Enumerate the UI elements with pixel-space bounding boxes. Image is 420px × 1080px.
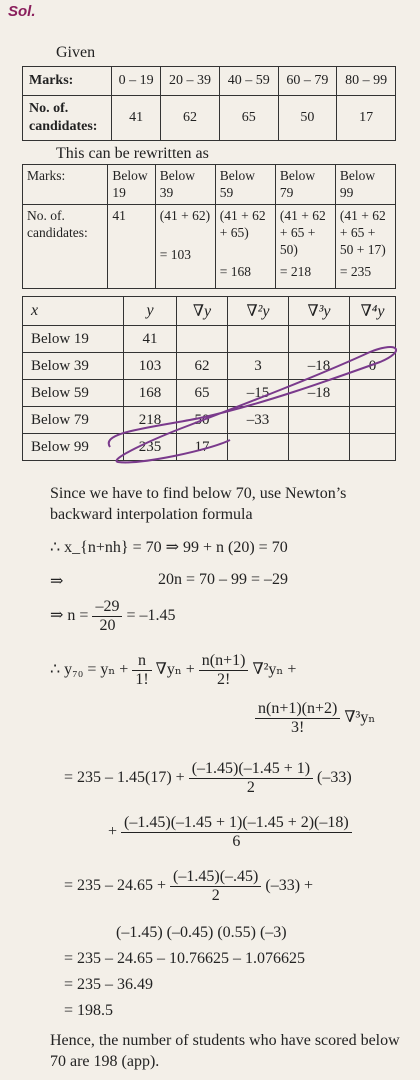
equation-line xyxy=(64,868,313,905)
cell-sum: (41 + 62 + 65) xyxy=(219,208,266,240)
table-cell: 235 xyxy=(124,434,177,461)
table-cell: Below 79 xyxy=(275,165,335,205)
fraction-numerator: (–1.45)(–1.45 + 1) xyxy=(189,760,313,779)
equation-line xyxy=(108,814,352,851)
table-cell: 60 – 79 xyxy=(278,67,337,96)
fraction-numerator: (–1.45)(–1.45 + 1)(–1.45 + 2)(–18) xyxy=(121,814,352,833)
fraction-denominator: 2 xyxy=(246,779,255,796)
table-cell: 41 xyxy=(112,96,161,141)
table-row-header: Marks: xyxy=(23,165,108,205)
table-cell: Below 39 xyxy=(155,165,215,205)
fraction-numerator: n(n+1)(n+2) xyxy=(255,700,340,719)
fraction-denominator: 3! xyxy=(291,719,305,736)
table-cell: 0 – 19 xyxy=(112,67,161,96)
table-cell: 103 xyxy=(124,353,177,380)
fraction-numerator: n xyxy=(132,652,151,671)
table-cell: Below 39 xyxy=(23,353,124,380)
table-cell: 41 xyxy=(108,205,155,289)
table-cell: 50 xyxy=(278,96,337,141)
column-header: ∇²y xyxy=(228,297,289,326)
equation-text: ⇒ n = xyxy=(50,607,89,625)
given-label: Given xyxy=(56,44,96,61)
table-cell: 20 – 39 xyxy=(161,67,220,96)
table-cell: Below 59 xyxy=(23,380,124,407)
fraction-denominator: 6 xyxy=(232,833,241,850)
cell-total: = 168 xyxy=(219,264,252,279)
table-cell: 218 xyxy=(124,407,177,434)
table-cell: –15 xyxy=(228,380,289,407)
table-cell: 17 xyxy=(337,96,396,141)
cell-sum: (41 + 62 + 65 + 50) xyxy=(279,208,326,257)
conclusion-paragraph: Hence, the number of students who have scored below 70 are 198 (app). xyxy=(50,1032,400,1070)
equation-line xyxy=(255,700,375,737)
equation-line: ∴ x_{n+nh} = 70 ⇒ 99 + n (20) = 70 xyxy=(50,539,288,556)
table-cell: 50 xyxy=(177,407,228,434)
column-header: ∇y xyxy=(177,297,228,326)
fraction xyxy=(92,598,122,635)
table-cell: 80 – 99 xyxy=(337,67,396,96)
fraction-denominator: 2! xyxy=(216,671,231,688)
equation-line: = 198.5 xyxy=(64,1002,114,1019)
fraction xyxy=(255,700,340,737)
fraction-numerator: (–1.45)(–.45) xyxy=(170,868,261,887)
cell-total: = 235 xyxy=(339,264,372,279)
equation-text: = –1.45 xyxy=(126,607,176,625)
equation-line xyxy=(64,760,352,797)
fraction xyxy=(199,652,249,689)
table-cell: 62 xyxy=(161,96,220,141)
cell-total: = 103 xyxy=(159,247,191,262)
cell-sum: (41 + 62 + 65 + 50 + 17) xyxy=(339,208,386,257)
solution-heading: Sol. xyxy=(8,3,36,20)
column-header: ∇⁴y xyxy=(350,297,396,326)
equation-text: ∇³yₙ xyxy=(344,709,376,727)
equation-text: ∇²yₙ + xyxy=(252,661,297,679)
equation-text: (–33) xyxy=(317,769,352,787)
fraction-numerator: –29 xyxy=(92,598,122,617)
table-cell: –33 xyxy=(228,407,289,434)
table-row-header: No. of. candidates: xyxy=(23,205,108,289)
table-cell: 17 xyxy=(177,434,228,461)
equation-line: = 235 – 36.49 xyxy=(64,976,154,993)
table-cell: Below 19 xyxy=(23,326,124,353)
circle-stroke xyxy=(109,347,396,462)
table-cell: Below 99 xyxy=(335,165,395,205)
equation-text: = 235 – 24.65 + xyxy=(64,877,167,895)
fraction xyxy=(132,652,151,689)
equation-text: + xyxy=(108,823,118,841)
equation-text: (–33) + xyxy=(265,877,314,895)
table-cell: 65 xyxy=(219,96,278,141)
table-cell: Below 99 xyxy=(23,434,124,461)
table-cell: –18 xyxy=(289,353,350,380)
table-cell: Below 19 xyxy=(108,165,155,205)
column-header: ∇³y xyxy=(289,297,350,326)
fraction xyxy=(189,760,313,797)
fraction-denominator: 2 xyxy=(211,887,220,904)
table-cell: 3 xyxy=(228,353,289,380)
equation-line: 20n = 70 – 99 = –29 xyxy=(158,571,289,588)
fraction xyxy=(121,814,352,851)
table-cell: Below 59 xyxy=(215,165,275,205)
table-cell: 168 xyxy=(124,380,177,407)
column-header: y xyxy=(124,297,177,326)
table-cell: 65 xyxy=(177,380,228,407)
cell-sum: (41 + 62) xyxy=(159,208,211,223)
fraction-denominator: 20 xyxy=(99,617,116,634)
equation-line: (–1.45) (–0.45) (0.55) (–3) xyxy=(116,924,287,941)
table-cell: –18 xyxy=(289,380,350,407)
table-cell: Below 79 xyxy=(23,407,124,434)
fraction xyxy=(170,868,261,905)
table-row-header: Marks: xyxy=(23,67,112,96)
rewrite-label: This can be rewritten as xyxy=(56,145,209,162)
table-row-header: No. of. candidates: xyxy=(23,96,112,141)
equation-text: = 235 – 1.45(17) + xyxy=(64,769,185,787)
fraction-numerator: n(n+1) xyxy=(199,652,249,671)
equation-arrow: ⇒ xyxy=(50,573,64,590)
equation-line xyxy=(50,652,296,689)
column-header: x xyxy=(23,297,124,326)
cell-total: = 218 xyxy=(279,264,312,279)
handwritten-circle xyxy=(0,0,420,470)
table-cell: 40 – 59 xyxy=(219,67,278,96)
equation-line: = 235 – 24.65 – 10.76625 – 1.076625 xyxy=(64,950,306,967)
table-cell: 41 xyxy=(124,326,177,353)
intro-paragraph: Since we have to find below 70, use Newton’s backward interpolation formula xyxy=(50,485,347,523)
equation-text: ∴ y₇₀ = yₙ + xyxy=(50,661,129,679)
table-cell: 62 xyxy=(177,353,228,380)
table-cell: 0 xyxy=(350,353,396,380)
equation-text: ∇yₙ + xyxy=(155,661,195,679)
equation-line xyxy=(50,598,175,635)
fraction-denominator: 1! xyxy=(135,671,149,688)
